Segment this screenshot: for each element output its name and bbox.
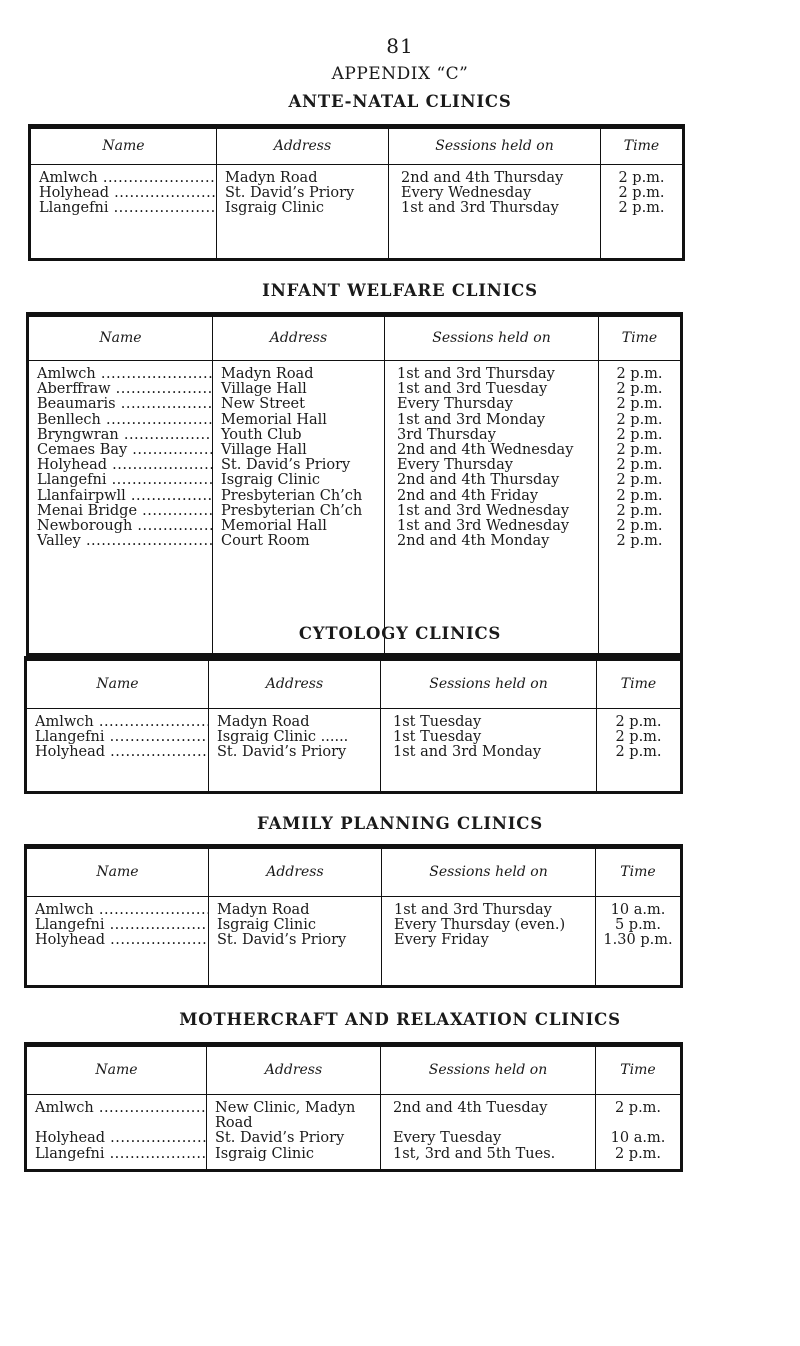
col-header-name: Name [26, 1045, 207, 1095]
clinic-time: 2 p.m. [616, 397, 663, 413]
clinic-time: 2 p.m. [616, 534, 663, 550]
clinic-address: Isgraig Clinic ...... [217, 730, 349, 746]
clinic-sessions: 2nd and 4th Monday [397, 534, 550, 550]
clinic-address: Madyn Road [225, 171, 318, 186]
clinic-address: Court Room [221, 534, 310, 550]
clinic-time: 2 p.m. [616, 458, 663, 474]
sessions-column [381, 709, 597, 793]
clinic-address: New Street [221, 397, 305, 413]
clinic-time: 2 p.m. [618, 201, 665, 217]
family-planning-table [24, 844, 683, 988]
col-header-sessions: Sessions held on [382, 847, 596, 897]
time-column [596, 1095, 682, 1171]
clinic-time: 2 p.m. [616, 519, 663, 535]
clinic-name: Holyhead ..... [27, 1131, 206, 1146]
sessions-column [385, 361, 599, 655]
col-header-sessions: Sessions held on [389, 127, 601, 165]
clinic-name: Amlwch ..... [31, 171, 216, 186]
clinic-time: 2 p.m. [618, 171, 665, 186]
clinic-time: 2 p.m. [616, 488, 663, 504]
clinic-sessions: Every Wednesday [401, 186, 532, 202]
clinic-address: St. David’s Priory [217, 933, 347, 949]
clinic-address: Isgraig Clinic [221, 473, 321, 489]
col-header-address: Address [207, 1045, 381, 1095]
clinic-address: Memorial Hall [221, 412, 327, 428]
clinic-address: Madyn Road [221, 367, 314, 382]
col-header-time: Time [596, 847, 682, 897]
clinic-sessions: 1st and 3rd Wednesday [397, 503, 570, 519]
clinic-sessions: Every Thursday [397, 397, 513, 413]
clinic-sessions: 1st and 3rd Wednesday [397, 519, 570, 535]
col-header-sessions: Sessions held on [381, 659, 597, 709]
clinic-sessions: 1st Tuesday [393, 715, 482, 730]
antenatal-title: ANTE-NATAL CLINICS [288, 92, 512, 111]
clinic-sessions: Every Tuesday [393, 1131, 502, 1147]
sessions-column [382, 897, 596, 987]
clinic-address: Presbyterian Ch’ch [221, 503, 363, 519]
clinic-address: Madyn Road [217, 715, 310, 730]
clinic-address: Isgraig Clinic [225, 201, 325, 217]
clinic-address: Village Hall [221, 382, 307, 398]
clinic-address: St. David’s Priory [225, 186, 355, 202]
clinic-time: 2 p.m. [614, 1101, 662, 1116]
family-planning-title: FAMILY PLANNING CLINICS [257, 814, 543, 833]
clinic-name: Amlwch ..... [27, 903, 208, 918]
clinic-sessions: 1st and 3rd Monday [393, 745, 542, 761]
address-column [213, 361, 385, 655]
clinic-time: 5 p.m. [614, 918, 662, 934]
col-header-name: Name [28, 315, 213, 361]
clinic-name: Newborough ..... [29, 519, 212, 534]
clinic-address: St. David’s Priory [217, 745, 347, 761]
clinic-name: Holyhead ..... [31, 186, 216, 201]
clinic-name: Llangefni ..... [27, 918, 208, 933]
col-header-address: Address [217, 127, 389, 165]
clinic-address: Youth Club [221, 427, 302, 443]
page-number: 81 [386, 34, 414, 58]
col-header-name: Name [30, 127, 217, 165]
clinic-time: 2 p.m. [615, 730, 662, 746]
clinic-name: Benllech ..... [29, 413, 212, 428]
col-header-time: Time [596, 1045, 682, 1095]
col-header-address: Address [209, 659, 381, 709]
clinic-address: St. David’s Priory [221, 458, 351, 474]
clinic-address: Village Hall [221, 443, 307, 459]
address-column [209, 709, 381, 793]
clinic-name: Amlwch ..... [27, 715, 208, 730]
clinic-time: 2 p.m. [616, 443, 663, 459]
name-column [26, 897, 209, 987]
clinic-sessions: 2nd and 4th Thursday [401, 171, 564, 186]
appendix-title: APPENDIX “C” [331, 64, 469, 84]
clinic-sessions: 2nd and 4th Thursday [397, 473, 560, 489]
clinic-sessions: 1st and 3rd Thursday [401, 201, 559, 217]
clinic-name: Cemaes Bay ..... [29, 443, 212, 458]
clinic-sessions: 1st and 3rd Thursday [394, 903, 552, 918]
address-column [217, 165, 389, 260]
clinic-address: Isgraig Clinic [217, 918, 317, 934]
address-column [207, 1095, 381, 1171]
clinic-time: 2 p.m. [614, 1146, 662, 1162]
col-header-sessions: Sessions held on [381, 1045, 596, 1095]
col-header-time: Time [601, 127, 684, 165]
clinic-time: 2 p.m. [616, 412, 663, 428]
clinic-name: Beaumaris ..... [29, 397, 212, 412]
col-header-address: Address [209, 847, 382, 897]
clinic-address: Isgraig Clinic [215, 1146, 315, 1162]
clinic-time: 2 p.m. [616, 503, 663, 519]
antenatal-table [28, 124, 685, 261]
clinic-name: Llangefni ..... [27, 1147, 206, 1162]
clinic-time: 2 p.m. [616, 382, 663, 398]
clinic-name: Valley ..... [29, 534, 212, 549]
time-column [601, 165, 684, 260]
clinic-name: Llangefni ..... [27, 730, 208, 745]
clinic-address: St. David’s Priory [215, 1131, 345, 1147]
clinic-name: Aberffraw ..... [29, 382, 212, 397]
clinic-time: 1.30 p.m. [603, 933, 673, 949]
mothercraft-title: MOTHERCRAFT AND RELAXATION CLINICS [179, 1010, 621, 1029]
col-header-name: Name [26, 659, 209, 709]
clinic-sessions: 2nd and 4th Friday [397, 488, 539, 504]
col-header-time: Time [599, 315, 682, 361]
col-header-name: Name [26, 847, 209, 897]
cytology-title: CYTOLOGY CLINICS [298, 624, 502, 643]
mothercraft-table [24, 1042, 683, 1172]
clinic-name: Holyhead ..... [27, 745, 208, 760]
clinic-time: 10 a.m. [610, 1131, 666, 1147]
clinic-name: Amlwch ..... [29, 367, 212, 382]
clinic-sessions: 1st, 3rd and 5th Tues. [393, 1146, 556, 1162]
clinic-sessions: Every Friday [394, 933, 489, 949]
clinic-sessions: 1st and 3rd Tuesday [397, 382, 548, 398]
clinic-address: New Clinic, Madyn [215, 1101, 356, 1116]
address-column [209, 897, 382, 987]
clinic-time: 2 p.m. [616, 473, 663, 489]
cytology-table [24, 656, 683, 794]
clinic-sessions: 1st Tuesday [393, 730, 482, 746]
name-column [26, 1095, 207, 1171]
clinic-time: 2 p.m. [615, 745, 662, 761]
clinic-sessions: 2nd and 4th Wednesday [397, 443, 574, 459]
clinic-name: Llangefni ..... [29, 473, 212, 488]
clinic-address: Madyn Road [217, 903, 310, 918]
clinic-name: Amlwch ..... [27, 1101, 206, 1116]
infant-welfare-title: INFANT WELFARE CLINICS [262, 281, 538, 300]
name-column [28, 361, 213, 655]
clinic-name: Menai Bridge ..... [29, 504, 212, 519]
clinic-sessions: 3rd Thursday [397, 427, 496, 443]
clinic-name: Bryngwran ..... [29, 428, 212, 443]
clinic-address-continued: Road [215, 1116, 253, 1132]
col-header-sessions: Sessions held on [385, 315, 599, 361]
name-column [30, 165, 217, 260]
clinic-sessions: 2nd and 4th Tuesday [393, 1101, 548, 1116]
clinic-name: Holyhead ..... [27, 933, 208, 948]
clinic-sessions: Every Thursday [397, 458, 513, 474]
clinic-name: Llangefni ..... [31, 201, 216, 216]
name-column [26, 709, 209, 793]
col-header-time: Time [597, 659, 682, 709]
clinic-sessions: 1st and 3rd Monday [397, 412, 546, 428]
clinic-time: 2 p.m. [616, 427, 663, 443]
sessions-column [389, 165, 601, 260]
time-column [599, 361, 682, 655]
clinic-address: Memorial Hall [221, 519, 327, 535]
time-column [596, 897, 682, 987]
clinic-time: 10 a.m. [610, 903, 666, 918]
sessions-column [381, 1095, 596, 1171]
clinic-time: 2 p.m. [615, 715, 662, 730]
col-header-address: Address [213, 315, 385, 361]
time-column [597, 709, 682, 793]
clinic-sessions: Every Thursday (even.) [394, 918, 566, 934]
clinic-time: 2 p.m. [618, 186, 665, 202]
clinic-address: Presbyterian Ch’ch [221, 488, 363, 504]
clinic-name: Llanfairpwll ..... [29, 489, 212, 504]
clinic-time: 2 p.m. [616, 367, 663, 382]
infant-welfare-table [26, 312, 683, 656]
clinic-sessions: 1st and 3rd Thursday [397, 367, 555, 382]
clinic-name: Holyhead ..... [29, 458, 212, 473]
